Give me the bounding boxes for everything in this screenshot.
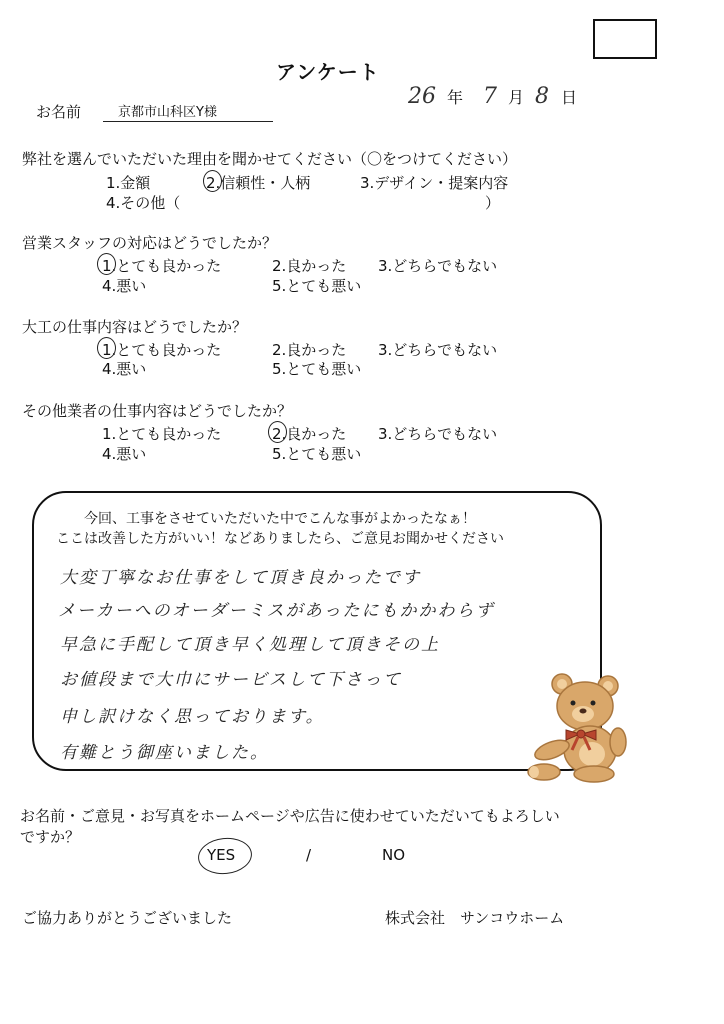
handwritten-line: 大変丁寧なお仕事をして頂き良かったです bbox=[60, 568, 421, 588]
q4-selected-circle bbox=[268, 421, 287, 443]
date-year: 26 bbox=[408, 84, 436, 109]
name-value: 京都市山科区Y様 bbox=[118, 105, 217, 120]
q2-option-3: 3.どちらでもない bbox=[378, 257, 498, 275]
q2-option-5: 5.とても悪い bbox=[272, 277, 362, 295]
q3-selected-circle bbox=[97, 337, 116, 359]
date-day-unit: 日 bbox=[561, 88, 578, 107]
consent-yes: YES bbox=[207, 846, 236, 864]
q4-option-2: 2.良かった bbox=[272, 425, 347, 443]
page-title: アンケート bbox=[276, 60, 380, 84]
q2-selected-circle bbox=[97, 253, 116, 275]
q1-selected-circle bbox=[203, 170, 222, 192]
name-label: お名前 bbox=[36, 103, 82, 121]
q3-option-1: 1.とても良かった bbox=[102, 341, 222, 359]
consent-question-2: ですか？ bbox=[20, 828, 81, 846]
q2-option-2: 2.良かった bbox=[272, 257, 347, 275]
consent-no: NO bbox=[382, 846, 406, 864]
handwritten-line: 早急に手配して頂き早く処理して頂きその上 bbox=[60, 635, 440, 655]
footer-thanks: ご協力ありがとうございました bbox=[22, 909, 233, 927]
q2-question: 営業スタッフの対応はどうでしたか？ bbox=[22, 234, 278, 252]
date-year-unit: 年 bbox=[447, 88, 464, 107]
consent-separator: / bbox=[306, 846, 312, 864]
handwritten-line: 有難とう御座いました。 bbox=[60, 743, 269, 763]
q3-option-5: 5.とても悪い bbox=[272, 360, 362, 378]
date-day: 8 bbox=[535, 84, 549, 109]
q1-option-4: 4.その他（ bbox=[106, 194, 181, 212]
date-month-unit: 月 bbox=[508, 88, 525, 107]
q4-question: その他業者の仕事内容はどうでしたか？ bbox=[22, 402, 293, 420]
q3-option-4: 4.悪い bbox=[102, 360, 147, 378]
consent-question-1: お名前・ご意見・お写真をホームページや広告に使わせていただいてもよろしい bbox=[20, 807, 560, 825]
q1-question: 弊社を選んでいただいた理由を聞かせてください（〇をつけてください） bbox=[22, 150, 518, 168]
teddy-bear-illustration bbox=[522, 672, 634, 784]
handwritten-line: お値段まで大巾にサービスして下さって bbox=[60, 670, 402, 690]
q4-option-3: 3.どちらでもない bbox=[378, 425, 498, 443]
name-underline bbox=[103, 121, 273, 122]
comment-prompt-2: ここは改善した方がいい！などありましたら、ご意見お聞かせください bbox=[56, 531, 504, 547]
q3-option-3: 3.どちらでもない bbox=[378, 341, 498, 359]
handwritten-line: 申し訳けなく思っております。 bbox=[60, 707, 325, 727]
q2-option-1: 1.とても良かった bbox=[102, 257, 222, 275]
q4-option-5: 5.とても悪い bbox=[272, 445, 362, 463]
q3-question: 大工の仕事内容はどうでしたか？ bbox=[22, 318, 248, 336]
comment-prompt-1: 今回、工事をさせていただいた中でこんな事がよかったなぁ！ bbox=[84, 511, 476, 527]
q1-option-2: 2.信頼性・人柄 bbox=[206, 174, 311, 192]
corner-box bbox=[593, 19, 657, 59]
q4-option-4: 4.悪い bbox=[102, 445, 147, 463]
teddy-bear-icon bbox=[528, 674, 626, 782]
q4-option-1: 1.とても良かった bbox=[102, 425, 222, 443]
q3-option-2: 2.良かった bbox=[272, 341, 347, 359]
q1-option-4-close: ） bbox=[485, 194, 501, 212]
handwritten-line: メーカーへのオーダーミスがあったにもかかわらず bbox=[58, 601, 495, 621]
q1-option-3: 3.デザイン・提案内容 bbox=[360, 174, 509, 192]
date-month: 7 bbox=[483, 84, 497, 109]
q2-option-4: 4.悪い bbox=[102, 277, 147, 295]
consent-yes-circle bbox=[196, 835, 253, 876]
q1-option-1: 1.金額 bbox=[106, 174, 151, 192]
footer-company: 株式会社 サンコウホーム bbox=[385, 909, 565, 927]
